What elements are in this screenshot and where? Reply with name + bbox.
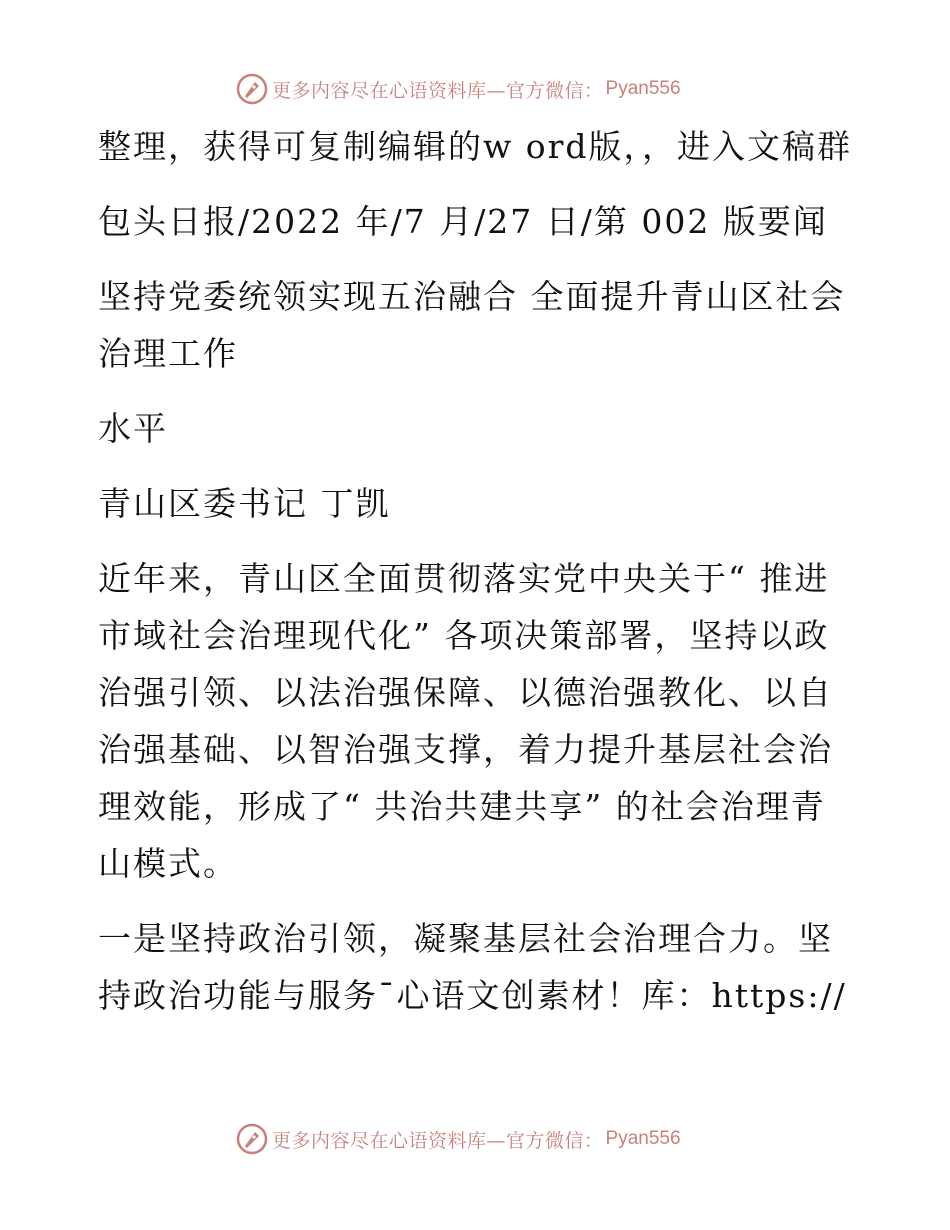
paragraph-title: 坚持党委统领实现五治融合 全面提升青山区社会治理工作 <box>98 277 846 373</box>
paragraph-title-cont: 水平 <box>98 409 168 448</box>
pen-nib-logo-icon <box>236 1123 268 1155</box>
paragraph-body-1: 近年来，青山区全面贯彻落实党中央关于“ 推进市域社会治理现代化” 各项决策部署，坚持以政治强引领、以法治强保障、以德治强教化、以自治强基础、以智治强支撑，着力提升基层社会治理效能，形成了“ 共治共建共享” 的社会治理青山模式。 <box>98 559 833 883</box>
paragraph-intro: 整理，获得可复制编辑的w ord版，，进入文稿群 <box>98 127 853 166</box>
footer-watermark <box>236 1122 716 1156</box>
paragraph-source: 包头日报/2022 年/7 月/27 日/第 002 版要闻 <box>98 202 828 241</box>
pen-nib-logo-icon <box>236 73 268 105</box>
header-watermark <box>236 72 716 106</box>
watermark-text: 更多内容尽在心语资料库—官方微信： <box>272 79 604 102</box>
paragraph-author: 青山区委书记 丁凯 <box>98 484 391 523</box>
watermark-handle: Pyan556 <box>605 1128 681 1149</box>
watermark-text: 更多内容尽在心语资料库—官方微信： <box>272 1129 604 1152</box>
paragraph-body-2: 一是坚持政治引领，凝聚基层社会治理合力。坚持政治功能与服务¯心语文创素材！库：https:// <box>98 919 847 1015</box>
document-body <box>98 118 858 1024</box>
watermark-handle: Pyan556 <box>605 78 681 99</box>
